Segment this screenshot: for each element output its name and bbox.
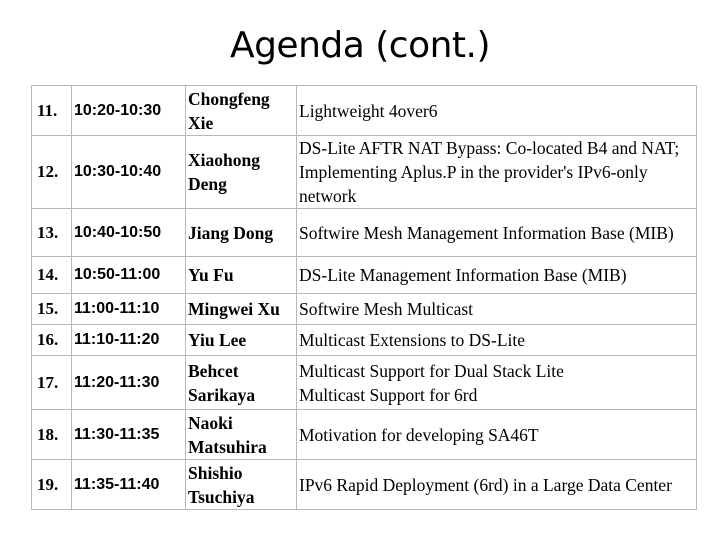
agenda-row xyxy=(32,209,697,257)
item-number: 13. xyxy=(32,209,72,257)
speaker-name: Jiang Dong xyxy=(186,209,297,257)
topic-title: IPv6 Rapid Deployment (6rd) in a Large Data Center xyxy=(299,474,672,495)
agenda-row xyxy=(32,257,697,294)
speaker-name: Chongfeng Xie xyxy=(186,86,297,136)
speaker-name: Shishio Tsuchiya xyxy=(186,460,297,510)
topic-title: Multicast Support for 6rd xyxy=(299,384,478,405)
topic-title: Multicast Support for Dual Stack Lite xyxy=(299,360,564,381)
topic-title: Lightweight 4over6 xyxy=(299,100,438,121)
item-number: 12. xyxy=(32,136,72,209)
item-number: 19. xyxy=(32,460,72,510)
speaker-name: Naoki Matsuhira xyxy=(186,410,297,460)
item-number: 16. xyxy=(32,325,72,356)
topic-title: DS-Lite AFTR NAT Bypass: Co-located B4 and NAT; Implementing Aplus.P in the provider's IPv6-only network xyxy=(299,138,680,206)
topic-cell xyxy=(297,86,697,136)
time-slot: 11:00-11:10 xyxy=(72,294,186,325)
topic-title: Softwire Mesh Multicast xyxy=(299,299,474,319)
time-slot: 11:20-11:30 xyxy=(72,356,186,410)
slide-title: Agenda (cont.) xyxy=(229,25,491,66)
topic-cell xyxy=(297,356,697,410)
topic-title: Multicast Extensions to DS-Lite xyxy=(299,330,526,350)
speaker-name: Yiu Lee xyxy=(186,325,297,356)
time-slot: 11:35-11:40 xyxy=(72,460,186,510)
speaker-name: Yu Fu xyxy=(186,257,297,294)
item-number: 17. xyxy=(32,356,72,410)
time-slot: 10:40-10:50 xyxy=(72,209,186,257)
time-slot: 10:50-11:00 xyxy=(72,257,186,294)
agenda-table xyxy=(31,85,697,510)
speaker-name: Mingwei Xu xyxy=(186,294,297,325)
agenda-row xyxy=(32,325,697,356)
item-number: 15. xyxy=(32,294,72,325)
topic-cell xyxy=(297,460,697,510)
agenda-row xyxy=(32,136,697,209)
topic-cell xyxy=(297,257,697,294)
speaker-name: Xiaohong Deng xyxy=(186,136,297,209)
agenda-row xyxy=(32,86,697,136)
topic-title: Motivation for developing SA46T xyxy=(299,424,539,445)
agenda-row xyxy=(32,410,697,460)
agenda-row xyxy=(32,460,697,510)
time-slot: 11:30-11:35 xyxy=(72,410,186,460)
topic-cell xyxy=(297,136,697,209)
topic-cell xyxy=(297,410,697,460)
topic-cell xyxy=(297,325,697,356)
item-number: 14. xyxy=(32,257,72,294)
speaker-name: Behcet Sarikaya xyxy=(186,356,297,410)
item-number: 18. xyxy=(32,410,72,460)
topic-cell xyxy=(297,294,697,325)
topic-title: Softwire Mesh Management Information Base (MIB) xyxy=(299,222,674,243)
time-slot: 10:20-10:30 xyxy=(72,86,186,136)
topic-cell xyxy=(297,209,697,257)
topic-title: DS-Lite Management Information Base (MIB) xyxy=(299,265,627,285)
time-slot: 10:30-10:40 xyxy=(72,136,186,209)
time-slot: 11:10-11:20 xyxy=(72,325,186,356)
item-number: 11. xyxy=(32,86,72,136)
agenda-row xyxy=(32,356,697,410)
agenda-row xyxy=(32,294,697,325)
